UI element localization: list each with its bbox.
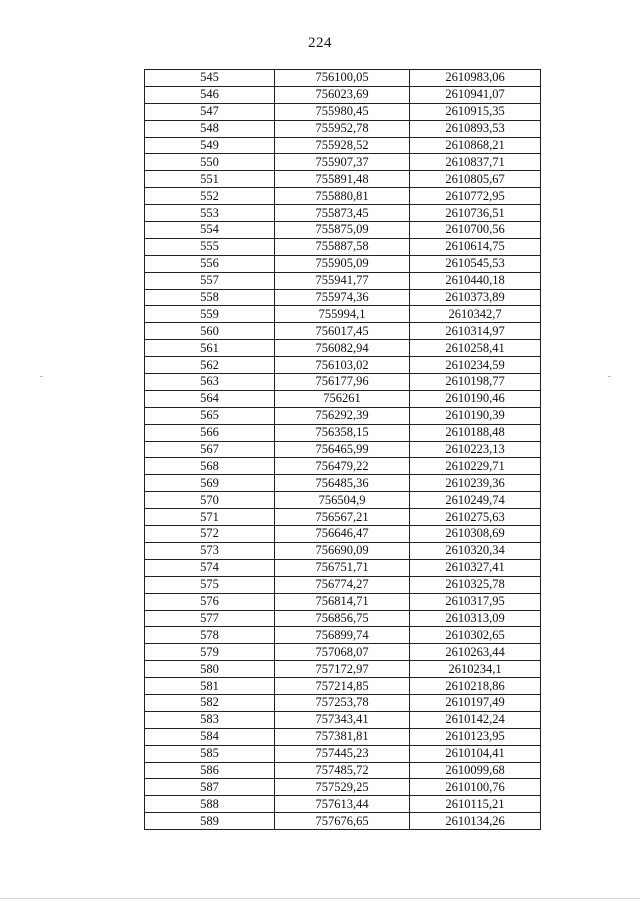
table-row: [145, 188, 541, 205]
table-row: [145, 644, 541, 661]
table-row: [145, 171, 541, 188]
table-row: [145, 593, 541, 610]
point-number-cell: 562: [145, 357, 275, 374]
x-coordinate-cell: 756103,02: [275, 357, 410, 374]
x-coordinate-cell: 756082,94: [275, 340, 410, 357]
point-number-cell: 586: [145, 762, 275, 779]
x-coordinate-cell: 756485,36: [275, 475, 410, 492]
point-number-cell: 569: [145, 475, 275, 492]
point-number-cell: 557: [145, 272, 275, 289]
point-number-cell: 558: [145, 289, 275, 306]
table-row: [145, 255, 541, 272]
y-coordinate-cell: 2610772,95: [410, 188, 541, 205]
table-row: [145, 610, 541, 627]
y-coordinate-cell: 2610325,78: [410, 576, 541, 593]
x-coordinate-cell: 756465,99: [275, 441, 410, 458]
x-coordinate-cell: 756899,74: [275, 627, 410, 644]
x-coordinate-cell: 755941,77: [275, 272, 410, 289]
table-row: [145, 289, 541, 306]
x-coordinate-cell: 756814,71: [275, 593, 410, 610]
point-number-cell: 574: [145, 559, 275, 576]
y-coordinate-cell: 2610320,34: [410, 542, 541, 559]
point-number-cell: 560: [145, 323, 275, 340]
y-coordinate-cell: 2610263,44: [410, 644, 541, 661]
y-coordinate-cell: 2610275,63: [410, 509, 541, 526]
table-row: [145, 340, 541, 357]
x-coordinate-cell: 755994,1: [275, 306, 410, 323]
table-row: [145, 458, 541, 475]
table-row: [145, 796, 541, 813]
x-coordinate-cell: 757676,65: [275, 813, 410, 830]
x-coordinate-cell: 756567,21: [275, 509, 410, 526]
point-number-cell: 584: [145, 728, 275, 745]
table-row: [145, 526, 541, 543]
table-row: [145, 627, 541, 644]
x-coordinate-cell: 756358,15: [275, 424, 410, 441]
point-number-cell: 589: [145, 813, 275, 830]
x-coordinate-cell: 756292,39: [275, 407, 410, 424]
x-coordinate-cell: 757381,81: [275, 728, 410, 745]
y-coordinate-cell: 2610700,56: [410, 222, 541, 239]
coordinates-table: [144, 69, 541, 830]
y-coordinate-cell: 2610545,53: [410, 255, 541, 272]
table-row: [145, 576, 541, 593]
point-number-cell: 556: [145, 255, 275, 272]
table-row: [145, 205, 541, 222]
y-coordinate-cell: 2610223,13: [410, 441, 541, 458]
x-coordinate-cell: 757068,07: [275, 644, 410, 661]
point-number-cell: 579: [145, 644, 275, 661]
table-row: [145, 357, 541, 374]
x-coordinate-cell: 755875,09: [275, 222, 410, 239]
table-row: [145, 70, 541, 87]
x-coordinate-cell: 756774,27: [275, 576, 410, 593]
x-coordinate-cell: 755980,45: [275, 103, 410, 120]
x-coordinate-cell: 757613,44: [275, 796, 410, 813]
scan-speck: [40, 376, 43, 377]
y-coordinate-cell: 2610868,21: [410, 137, 541, 154]
point-number-cell: 585: [145, 745, 275, 762]
table-row: [145, 407, 541, 424]
x-coordinate-cell: 756751,71: [275, 559, 410, 576]
table-row: [145, 661, 541, 678]
point-number-cell: 546: [145, 86, 275, 103]
y-coordinate-cell: 2610314,97: [410, 323, 541, 340]
point-number-cell: 555: [145, 238, 275, 255]
point-number-cell: 564: [145, 390, 275, 407]
table-row: [145, 509, 541, 526]
y-coordinate-cell: 2610239,36: [410, 475, 541, 492]
table-row: [145, 390, 541, 407]
y-coordinate-cell: 2610188,48: [410, 424, 541, 441]
y-coordinate-cell: 2610327,41: [410, 559, 541, 576]
y-coordinate-cell: 2610805,67: [410, 171, 541, 188]
x-coordinate-cell: 755928,52: [275, 137, 410, 154]
page-number: 224: [308, 35, 332, 51]
x-coordinate-cell: 756479,22: [275, 458, 410, 475]
y-coordinate-cell: 2610302,65: [410, 627, 541, 644]
table-row: [145, 813, 541, 830]
point-number-cell: 577: [145, 610, 275, 627]
scan-speck: [608, 376, 611, 377]
x-coordinate-cell: 756017,45: [275, 323, 410, 340]
y-coordinate-cell: 2610099,68: [410, 762, 541, 779]
point-number-cell: 582: [145, 694, 275, 711]
coordinates-table-container: [144, 69, 541, 830]
y-coordinate-cell: 2610249,74: [410, 492, 541, 509]
table-row: [145, 86, 541, 103]
table-row: [145, 272, 541, 289]
point-number-cell: 575: [145, 576, 275, 593]
x-coordinate-cell: 757214,85: [275, 678, 410, 695]
x-coordinate-cell: 755907,37: [275, 154, 410, 171]
y-coordinate-cell: 2610100,76: [410, 779, 541, 796]
point-number-cell: 581: [145, 678, 275, 695]
y-coordinate-cell: 2610313,09: [410, 610, 541, 627]
point-number-cell: 571: [145, 509, 275, 526]
point-number-cell: 583: [145, 711, 275, 728]
point-number-cell: 559: [145, 306, 275, 323]
x-coordinate-cell: 757485,72: [275, 762, 410, 779]
table-row: [145, 103, 541, 120]
y-coordinate-cell: 2610308,69: [410, 526, 541, 543]
point-number-cell: 554: [145, 222, 275, 239]
y-coordinate-cell: 2610198,77: [410, 374, 541, 391]
y-coordinate-cell: 2610229,71: [410, 458, 541, 475]
point-number-cell: 563: [145, 374, 275, 391]
table-row: [145, 120, 541, 137]
x-coordinate-cell: 755887,58: [275, 238, 410, 255]
y-coordinate-cell: 2610134,26: [410, 813, 541, 830]
point-number-cell: 552: [145, 188, 275, 205]
point-number-cell: 548: [145, 120, 275, 137]
y-coordinate-cell: 2610197,49: [410, 694, 541, 711]
point-number-cell: 568: [145, 458, 275, 475]
y-coordinate-cell: 2610142,24: [410, 711, 541, 728]
point-number-cell: 565: [145, 407, 275, 424]
y-coordinate-cell: 2610983,06: [410, 70, 541, 87]
x-coordinate-cell: 756177,96: [275, 374, 410, 391]
table-row: [145, 238, 541, 255]
point-number-cell: 570: [145, 492, 275, 509]
y-coordinate-cell: 2610915,35: [410, 103, 541, 120]
x-coordinate-cell: 757343,41: [275, 711, 410, 728]
y-coordinate-cell: 2610234,59: [410, 357, 541, 374]
point-number-cell: 588: [145, 796, 275, 813]
table-row: [145, 222, 541, 239]
x-coordinate-cell: 755952,78: [275, 120, 410, 137]
x-coordinate-cell: 757445,23: [275, 745, 410, 762]
y-coordinate-cell: 2610342,7: [410, 306, 541, 323]
table-row: [145, 678, 541, 695]
x-coordinate-cell: 755891,48: [275, 171, 410, 188]
point-number-cell: 561: [145, 340, 275, 357]
y-coordinate-cell: 2610190,39: [410, 407, 541, 424]
point-number-cell: 549: [145, 137, 275, 154]
y-coordinate-cell: 2610218,86: [410, 678, 541, 695]
scan-edge-line: [0, 898, 640, 899]
table-row: [145, 711, 541, 728]
table-row: [145, 323, 541, 340]
point-number-cell: 573: [145, 542, 275, 559]
x-coordinate-cell: 756023,69: [275, 86, 410, 103]
table-row: [145, 542, 541, 559]
table-row: [145, 475, 541, 492]
y-coordinate-cell: 2610837,71: [410, 154, 541, 171]
y-coordinate-cell: 2610893,53: [410, 120, 541, 137]
coordinates-table-body: [145, 70, 541, 830]
table-row: [145, 424, 541, 441]
x-coordinate-cell: 756100,05: [275, 70, 410, 87]
y-coordinate-cell: 2610373,89: [410, 289, 541, 306]
point-number-cell: 547: [145, 103, 275, 120]
x-coordinate-cell: 756690,09: [275, 542, 410, 559]
point-number-cell: 587: [145, 779, 275, 796]
table-row: [145, 154, 541, 171]
x-coordinate-cell: 756504,9: [275, 492, 410, 509]
y-coordinate-cell: 2610317,95: [410, 593, 541, 610]
x-coordinate-cell: 755974,36: [275, 289, 410, 306]
table-row: [145, 137, 541, 154]
x-coordinate-cell: 757253,78: [275, 694, 410, 711]
point-number-cell: 567: [145, 441, 275, 458]
point-number-cell: 580: [145, 661, 275, 678]
y-coordinate-cell: 2610123,95: [410, 728, 541, 745]
y-coordinate-cell: 2610190,46: [410, 390, 541, 407]
y-coordinate-cell: 2610736,51: [410, 205, 541, 222]
y-coordinate-cell: 2610941,07: [410, 86, 541, 103]
table-row: [145, 492, 541, 509]
point-number-cell: 572: [145, 526, 275, 543]
point-number-cell: 551: [145, 171, 275, 188]
point-number-cell: 576: [145, 593, 275, 610]
table-row: [145, 694, 541, 711]
point-number-cell: 550: [145, 154, 275, 171]
table-row: [145, 374, 541, 391]
x-coordinate-cell: 755873,45: [275, 205, 410, 222]
table-row: [145, 779, 541, 796]
x-coordinate-cell: 757529,25: [275, 779, 410, 796]
table-row: [145, 306, 541, 323]
point-number-cell: 578: [145, 627, 275, 644]
table-row: [145, 441, 541, 458]
y-coordinate-cell: 2610440,18: [410, 272, 541, 289]
x-coordinate-cell: 756856,75: [275, 610, 410, 627]
y-coordinate-cell: 2610258,41: [410, 340, 541, 357]
point-number-cell: 553: [145, 205, 275, 222]
point-number-cell: 545: [145, 70, 275, 87]
y-coordinate-cell: 2610115,21: [410, 796, 541, 813]
table-row: [145, 728, 541, 745]
table-row: [145, 762, 541, 779]
x-coordinate-cell: 756261: [275, 390, 410, 407]
x-coordinate-cell: 756646,47: [275, 526, 410, 543]
table-row: [145, 559, 541, 576]
y-coordinate-cell: 2610614,75: [410, 238, 541, 255]
y-coordinate-cell: 2610234,1: [410, 661, 541, 678]
y-coordinate-cell: 2610104,41: [410, 745, 541, 762]
x-coordinate-cell: 755880,81: [275, 188, 410, 205]
table-row: [145, 745, 541, 762]
x-coordinate-cell: 755905,09: [275, 255, 410, 272]
point-number-cell: 566: [145, 424, 275, 441]
x-coordinate-cell: 757172,97: [275, 661, 410, 678]
